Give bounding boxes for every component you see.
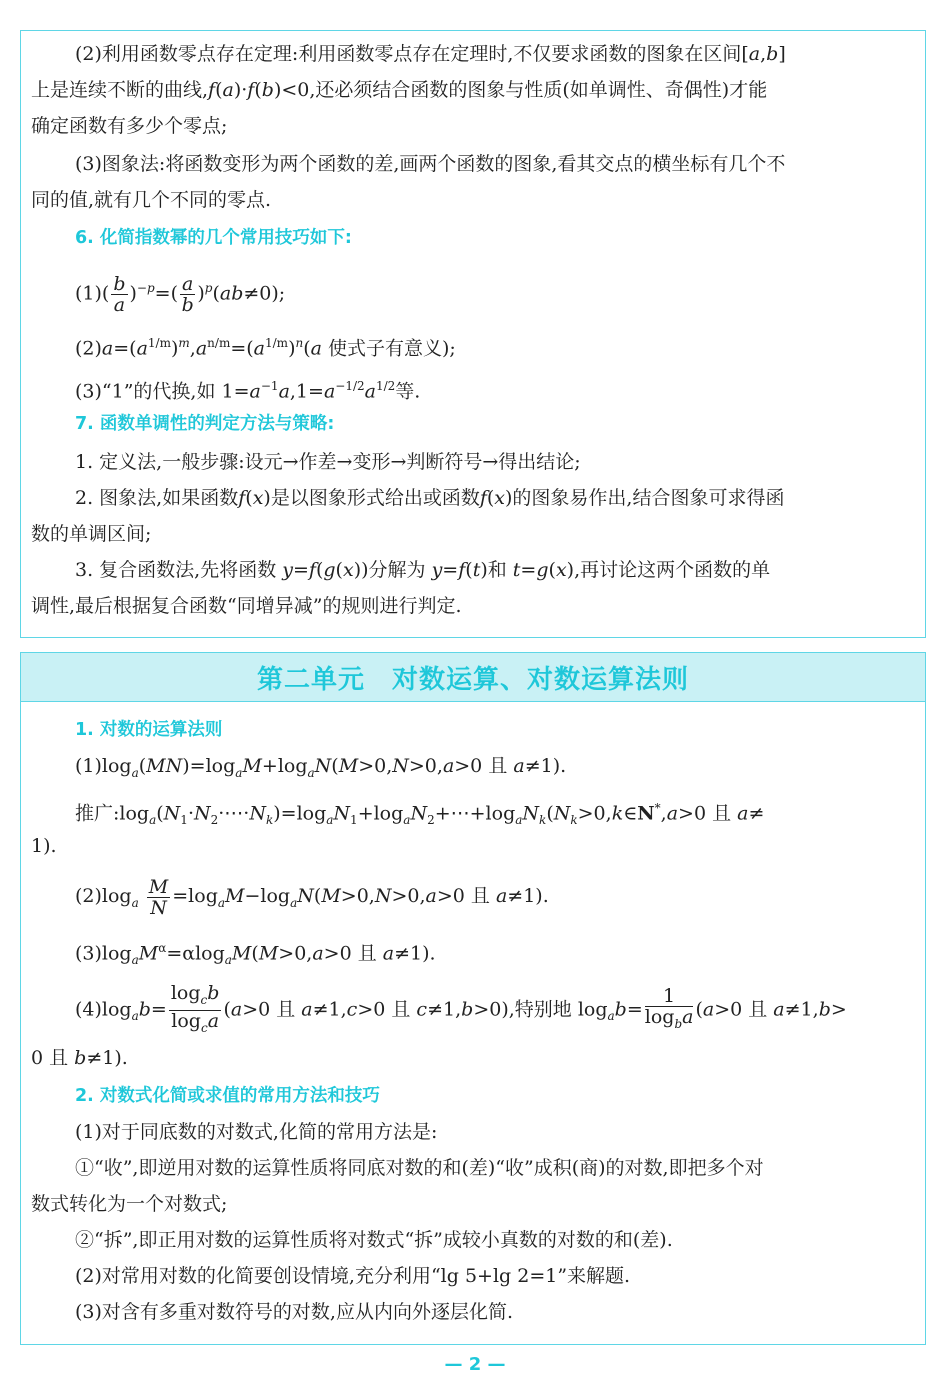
unit-title: 第二单元 对数运算、对数运算法则 xyxy=(256,664,689,695)
formula-line: $(4)\log_ab=$ $\frac{\log_cb}{\log_ca}$ (a>0 且 a≠1,c>0 且 c≠1,b>0),特别地 $\log_ab=$ $\frac{1}{\log_ba}$ (a>0 且 a≠1,b> xyxy=(75,982,847,1035)
unit-header xyxy=(21,653,925,702)
paragraph: 确定函数有多少个零点; xyxy=(31,115,228,137)
paragraph: 调性,最后根据复合函数“同增异减”的规则进行判定. xyxy=(31,595,462,617)
paragraph: (3)图象法:将函数变形为两个函数的差,画两个函数的图象,看其交点的横坐标有几个不 xyxy=(75,153,786,175)
paragraph: 数式转化为一个对数式; xyxy=(31,1193,228,1215)
content-box-logarithm xyxy=(20,652,926,1345)
paragraph: 上是连续不断的曲线,f(a)·f(b)<0,还必须结合函数的图象与性质(如单调性、奇偶性)才能 xyxy=(31,79,768,101)
section-heading: 2. 对数式化简或求值的常用方法和技巧 xyxy=(75,1086,380,1106)
paragraph: 同的值,就有几个不同的零点. xyxy=(31,189,272,211)
content-box-exponent xyxy=(20,30,926,638)
paragraph: 2. 图象法,如果函数f(x)是以图象形式给出或函数f(x)的图象易作出,结合图象可求得函 xyxy=(75,487,785,509)
formula-line: (3)“1”的代换,如 $1=a^{-1}a,1=a^{-1/2}a^{1/2}$等. xyxy=(75,379,421,403)
paragraph: (3)对含有多重对数符号的对数,应从内向外逐层化简. xyxy=(75,1301,513,1323)
paragraph: (1)对于同底数的对数式,化简的常用方法是: xyxy=(75,1121,438,1143)
formula-line: 0 且 b≠1). xyxy=(31,1047,128,1069)
paragraph: 3. 复合函数法,先将函数 y=f(g(x))分解为 y=f(t)和 t=g(x),再讨论这两个函数的单 xyxy=(75,559,771,581)
formula-line: $(3)\log_aM^\alpha=\alpha\log_aM(M>0,a>0$ 且 a≠1). xyxy=(75,941,436,968)
section-heading: 7. 函数单调性的判定方法与策略: xyxy=(75,414,335,434)
formula-line: $(2)a=(a^{1/m})^m,a^{n/m}=(a^{1/m})^n(a$ 使式子有意义); xyxy=(75,336,456,360)
paragraph: ②“拆”,即正用对数的运算性质将对数式“拆”成较小真数的对数的和(差). xyxy=(75,1229,673,1251)
paragraph: ①“收”,即逆用对数的运算性质将同底对数的和(差)“收”成积(商)的对数,即把多个对 xyxy=(75,1157,764,1179)
paragraph: (2)对常用对数的化简要创设情境,充分利用“lg 5+lg 2=1”来解题. xyxy=(75,1265,631,1287)
formula-line: $(2)\log_a$ $\frac{M}{N}$ $=\log_aM-\log_aN(M>0,N>0,a>0$ 且 a≠1). xyxy=(75,875,549,919)
paragraph: 1. 定义法,一般步骤:设元→作差→变形→判断符号→得出结论; xyxy=(75,451,581,473)
section-heading: 6. 化简指数幂的几个常用技巧如下: xyxy=(75,228,352,248)
paragraph: (2)利用函数零点存在定理:利用函数零点存在定理时,不仅要求函数的图象在区间[a,b] xyxy=(75,43,786,65)
section-heading: 1. 对数的运算法则 xyxy=(75,720,223,740)
formula-line: (1)( $\frac{b}{a}$ )$^{-p}$=( $\frac{a}{b}$ )$^p$(ab≠0); xyxy=(75,272,286,316)
formula-line: 推广$:\log_a(N_1\cdot N_2\cdot\cdots\cdot N_k)=\log_aN_1+\log_aN_2+\cdots+\log_aN_k(N_k>0,k\in N^*,a>0$ 且 a≠ xyxy=(75,801,765,828)
formula-line: 1). xyxy=(31,835,57,857)
paragraph: 数的单调区间; xyxy=(31,523,152,545)
page-number: — 2 — xyxy=(444,1354,506,1375)
formula-line: $(1)\log_a(MN)=\log_aM+\log_aN(M>0,N>0,a>0$ 且 a≠1). xyxy=(75,755,567,780)
